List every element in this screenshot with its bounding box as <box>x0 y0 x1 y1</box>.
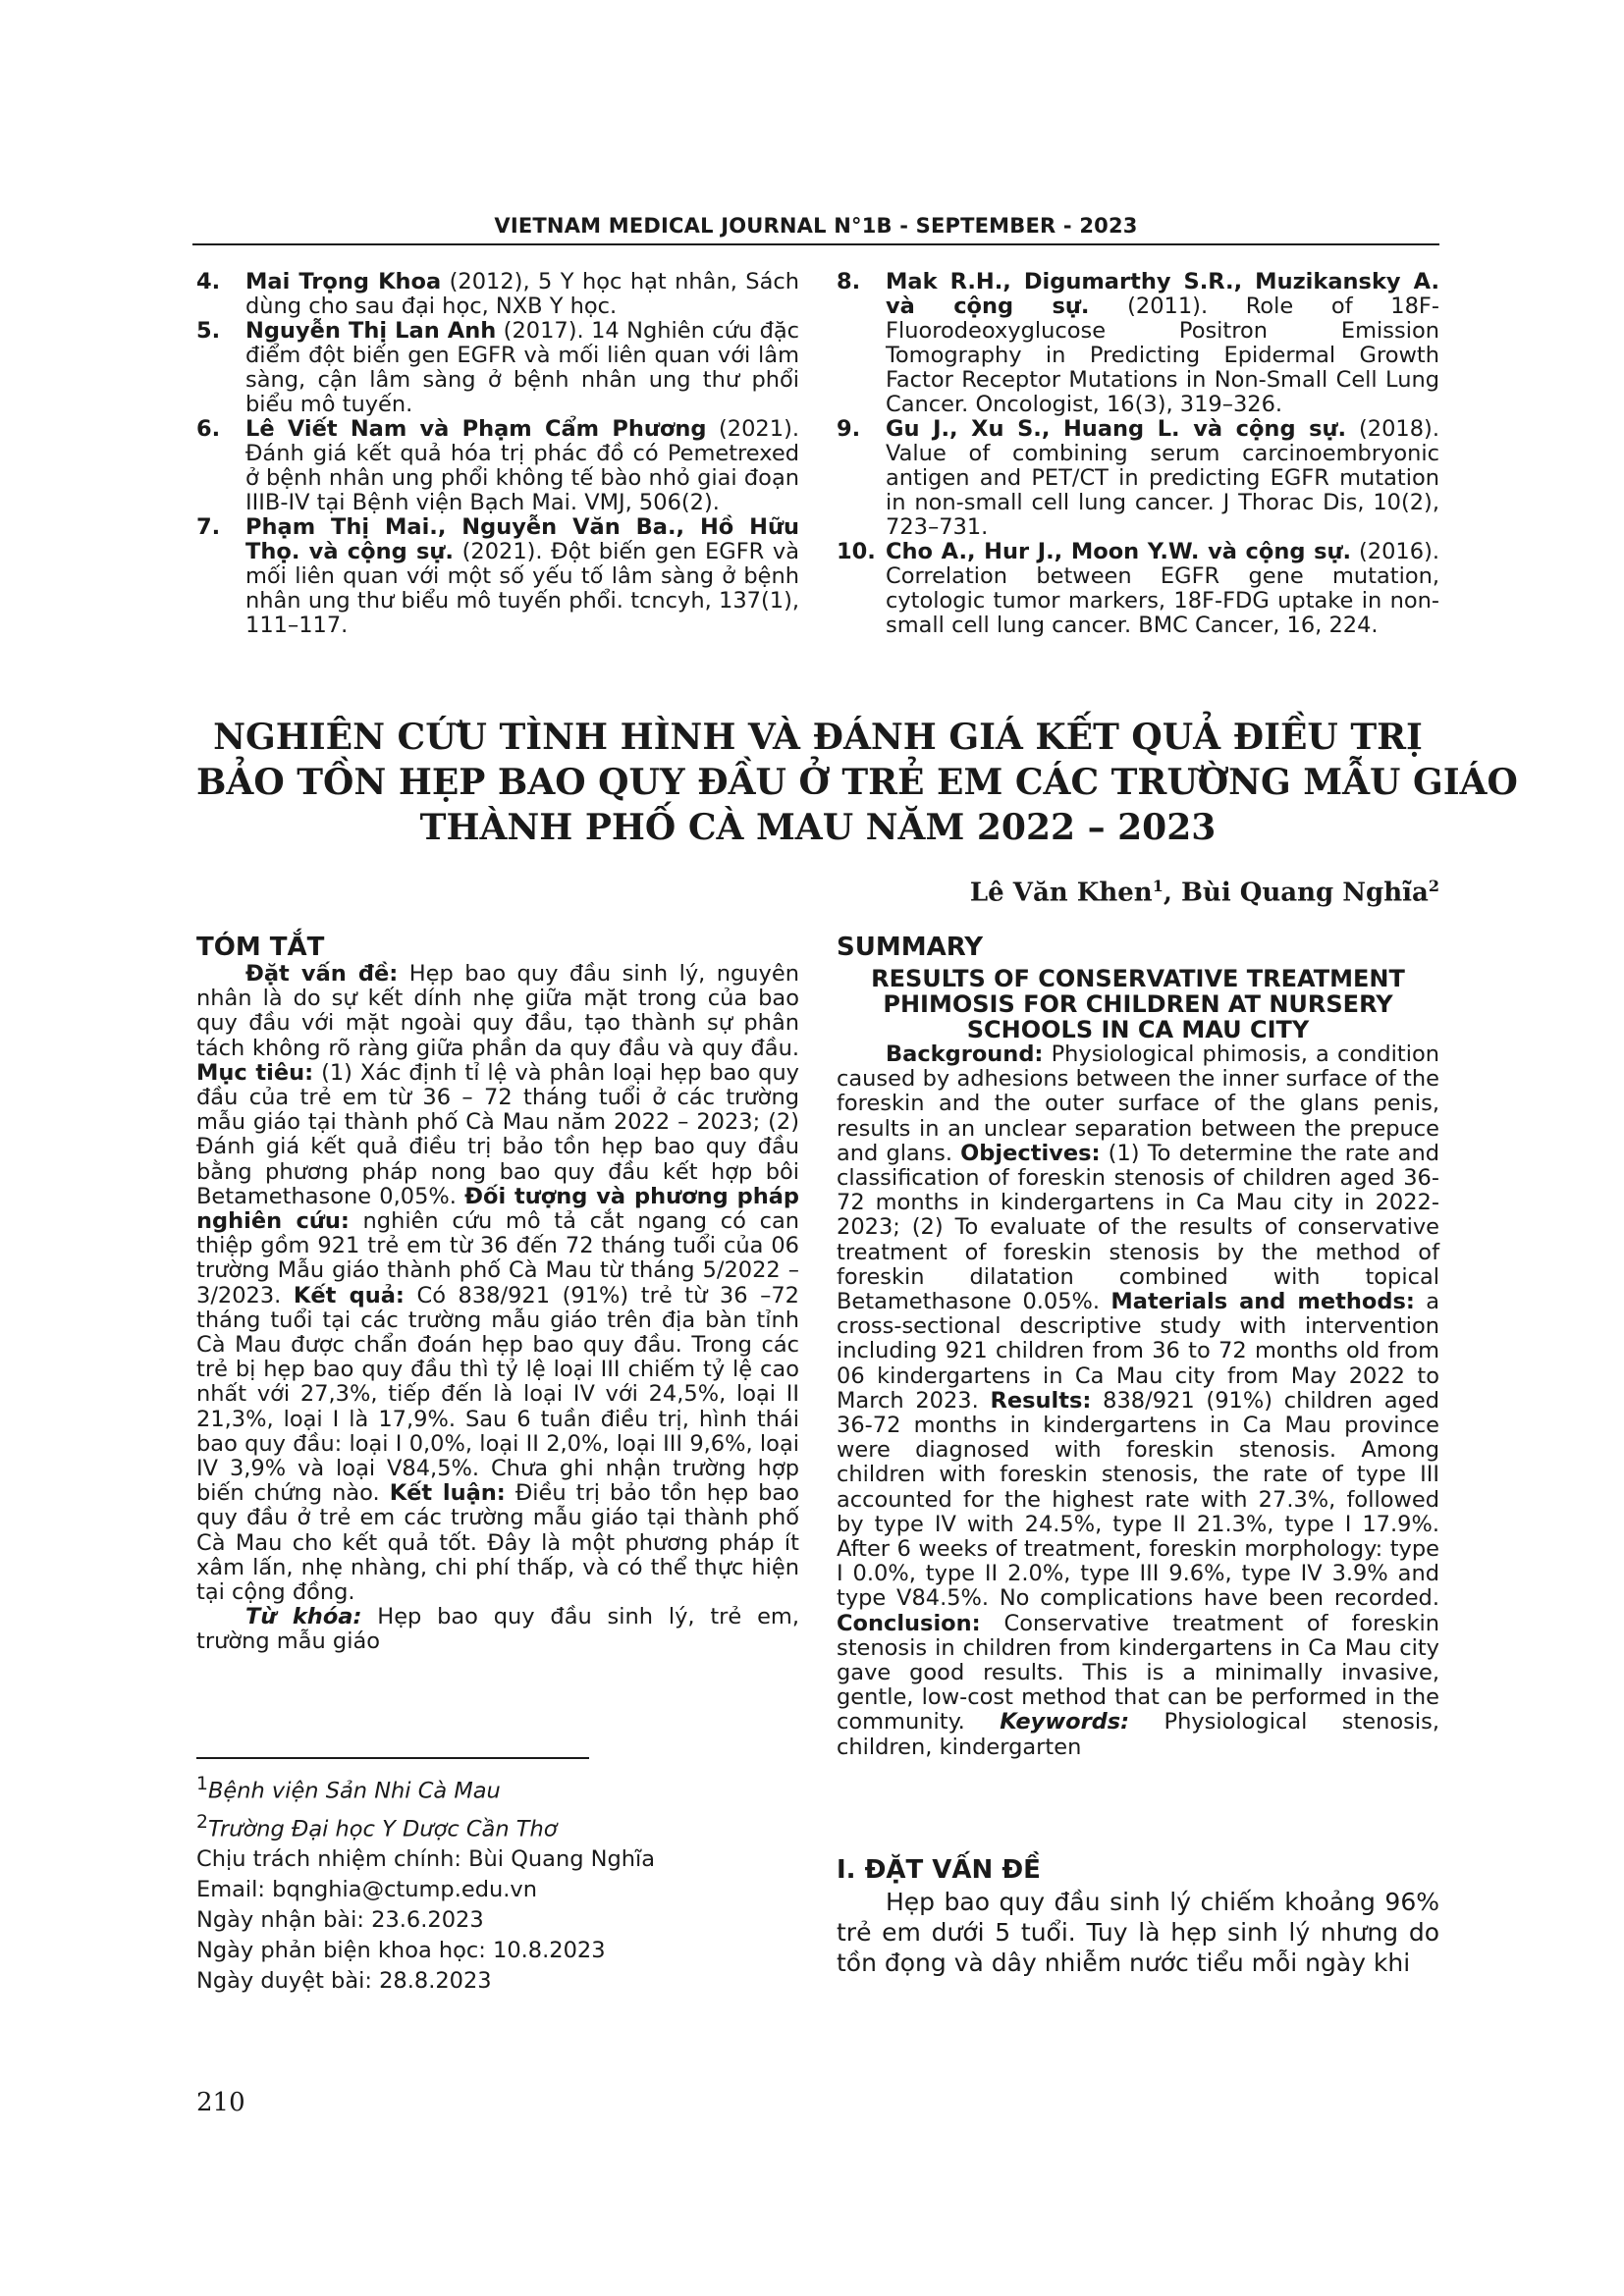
reference-item: 5. Nguyễn Thị Lan Anh (2017). 14 Nghiên cứu đặc điểm đột biến gen EGFR và mối liên quan với lâm sàng, cận lâm sàng ở bệnh nhân ung thư phổi biểu mô tuyến. <box>196 318 800 417</box>
reference-item: 8. Mak R.H., Digumarthy S.R., Muzikansky A. và cộng sự. (2011). Role of 18F-Fluorodeoxyglucose Positron Emission Tomography in Predicting Epidermal Growth Factor Receptor Mutations in Non-Small Cell Lung Cancer. Oncologist, 16(3), 319–326. <box>837 269 1439 417</box>
footnote-line: Ngày duyệt bài: 28.8.2023 <box>196 1968 492 1994</box>
title-line: THÀNH PHỐ CÀ MAU NĂM 2022 – 2023 <box>419 807 1217 848</box>
abstract-english <box>837 933 1439 1760</box>
abstract-vietnamese <box>196 933 799 1655</box>
reference-item: 10. Cho A., Hur J., Moon Y.W. và cộng sự. (2016). Correlation between EGFR gene mutation, cytologic tumor markers, 18F-FDG uptake in non-small cell lung cancer. BMC Cancer, 16, 224. <box>837 539 1439 638</box>
abstract-heading: SUMMARY <box>837 933 984 962</box>
footnote-line: Ngày nhận bài: 23.6.2023 <box>196 1907 484 1933</box>
footnotes <box>196 1769 655 1997</box>
title-line: BẢO TỒN HẸP BAO QUY ĐẦU Ở TRẺ EM CÁC TRƯỜNG MẪU GIÁO <box>196 762 1518 803</box>
section-text: Hẹp bao quy đầu sinh lý chiếm khoảng 96% trẻ em dưới 5 tuổi. Tuy là hẹp sinh lý nhưng do tồn đọng và dây nhiễm nước tiểu mỗi ngày khi <box>837 1888 1439 1977</box>
keywords: Từ khóa: Hẹp bao quy đầu sinh lý, trẻ em, trường mẫu giáo <box>196 1604 799 1655</box>
author-list: Lê Văn Khen$^1$, Bùi Quang Nghĩa$^2$ <box>969 877 1439 908</box>
journal-header: VIETNAM MEDICAL JOURNAL N°1B - SEPTEMBER - 2023 <box>494 214 1138 238</box>
title-line: NGHIÊN CỨU TÌNH HÌNH VÀ ĐÁNH GIÁ KẾT QUẢ ĐIỀU TRỊ <box>213 717 1423 758</box>
article-title <box>196 715 1518 850</box>
abstract-body: Đặt vấn đề: Hẹp bao quy đầu sinh lý, nguyên nhân là do sự kết dính nhẹ giữa mặt trong của bao quy đầu với mặt ngoài quy đầu, tạo thành sự phân tách không rõ ràng giữa phần da quy đầu và quy đầu. Mục tiêu: (1) Xác định tỉ lệ và phân loại hẹp bao quy đầu của trẻ em từ 36 – 72 tháng tuổi ở các trường mẫu giáo tại thành phố Cà Mau năm 2022 – 2023; (2) Đánh giá kết quả điều trị bảo tồn hẹp bao quy đầu bằng phương pháp nong bao quy đầu kết hợp bôi Betamethasone 0,05%. Đối tượng và phương pháp nghiên cứu: nghiên cứu mô tả cắt ngang có can thiệp gồm 921 trẻ em từ 36 đến 72 tháng tuổi của 06 trường Mẫu giáo thành phố Cà Mau từ tháng 5/2022 – 3/2023. Kết quả: Có 838/921 (91%) trẻ từ 36 –72 tháng tuổi tại các trường mẫu giáo trên địa bàn tỉnh Cà Mau được chẩn đoán hẹp bao quy đầu. Trong các trẻ bị hẹp bao quy đầu thì tỷ lệ loại III chiếm tỷ lệ cao nhất với 27,3%, tiếp đến là loại IV với 24,5%, loại II 21,3%, loại I là 17,9%. Sau 6 tuần điều trị, hình thái bao quy đầu: loại I 0,0%, loại II 2,0%, loại III 9,6%, loại IV 3,9% và loại V84,5%. Chưa ghi nhận trường hợp biến chứng nào. Kết luận: Điều trị bảo tồn hẹp bao quy đầu ở trẻ em các trường mẫu giáo tại thành phố Cà Mau cho kết quả tốt. Đây là một phương pháp ít xâm lấn, nhẹ nhàng, chi phí thấp, và có thể thực hiện tại cộng đồng. <box>196 961 800 1606</box>
footnote-line: Email: bqnghia@ctump.edu.vn <box>196 1877 537 1902</box>
references-right <box>837 270 1439 638</box>
footnote-line: Chịu trách nhiệm chính: Bùi Quang Nghĩa <box>196 1846 656 1872</box>
abstract-body: Background: Physiological phimosis, a condition caused by adhesions between the inner surface of the foreskin and the outer surface of the glans penis, results in an unclear separation between the prepuce and glans. Objectives: (1) To determine the rate and classification of foreskin stenosis of children aged 36-72 months in kindergartens in Ca Mau city in 2022-2023; (2) To evaluate of the results of conservative treatment of foreskin stenosis by the method of foreskin dilatation combined with topical Betamethasone 0.05%. Materials and methods: a cross-sectional descriptive study with intervention including 921 children from 36 to 72 months old from 06 kindergartens in Ca Mau city from May 2022 to March 2023. Results: 838/921 (91%) children aged 36-72 months in kindergartens in Ca Mau province were diagnosed with foreskin stenosis. Among children with foreskin stenosis, the rate of type III accounted for the highest rate with 27.3%, followed by type IV with 24.5%, type II 21.3%, type I 17.9%. After 6 weeks of treatment, foreskin morphology: type I 0.0%, type II 2.0%, type III 9.6%, type IV 3.9% and type V84.5%. No complications have been recorded. Conclusion: Conservative treatment of foreskin stenosis in children from kindergartens in Ca Mau city gave good results. This is a minimally invasive, gentle, low-cost method that can be performed in the community. Keywords: Physiological stenosis, children, kindergarten <box>837 1041 1439 1760</box>
footnote-affiliation: $^2$Trường Đại học Y Dược Cần Thơ <box>196 1811 558 1842</box>
reference-item: 4. Mai Trọng Khoa (2012), 5 Y học hạt nhân, Sách dùng cho sau đại học, NXB Y học. <box>196 269 799 319</box>
footnote-divider <box>196 1757 589 1759</box>
footnote-affiliation: $^1$Bệnh viện Sản Nhi Cà Mau <box>196 1774 501 1804</box>
abstract-heading: TÓM TẮT <box>196 933 325 962</box>
section-heading: I. ĐẶT VẤN ĐỀ <box>837 1855 1041 1885</box>
reference-item: 9. Gu J., Xu S., Huang L. và cộng sự. (2018). Value of combining serum carcinoembryonic antigen and PET/CT in predicting EGFR mutation in non-small cell lung cancer. J Thorac Dis, 10(2), 723–731. <box>837 416 1439 540</box>
reference-item: 7. Phạm Thị Mai., Nguyễn Văn Ba., Hồ Hữu Thọ. và cộng sự. (2021). Đột biến gen EGFR và mối liên quan với một số yếu tố lâm sàng ở bệnh nhân ung thư biểu mô tuyến phổi. tcncyh, 137(1), 111–117. <box>196 514 799 638</box>
footnote-line: Ngày phản biện khoa học: 10.8.2023 <box>196 1938 606 1963</box>
reference-item: 6. Lê Viết Nam và Phạm Cẩm Phương (2021). Đánh giá kết quả hóa trị phác đồ có Pemetrexed ở bệnh nhân ung phổi không tế bào nhỏ giai đoạn IIIB-IV tại Bệnh viện Bạch Mai. VMJ, 506(2). <box>196 416 799 515</box>
english-title: RESULTS OF CONSERVATIVE TREATMENT PHIMOSIS FOR CHILDREN AT NURSERY SCHOOLS IN CA MAU CITY <box>871 965 1405 1043</box>
introduction <box>837 1855 1439 1978</box>
page-number: 210 <box>196 2088 245 2117</box>
header-divider <box>192 243 1439 245</box>
references-left <box>196 270 799 638</box>
